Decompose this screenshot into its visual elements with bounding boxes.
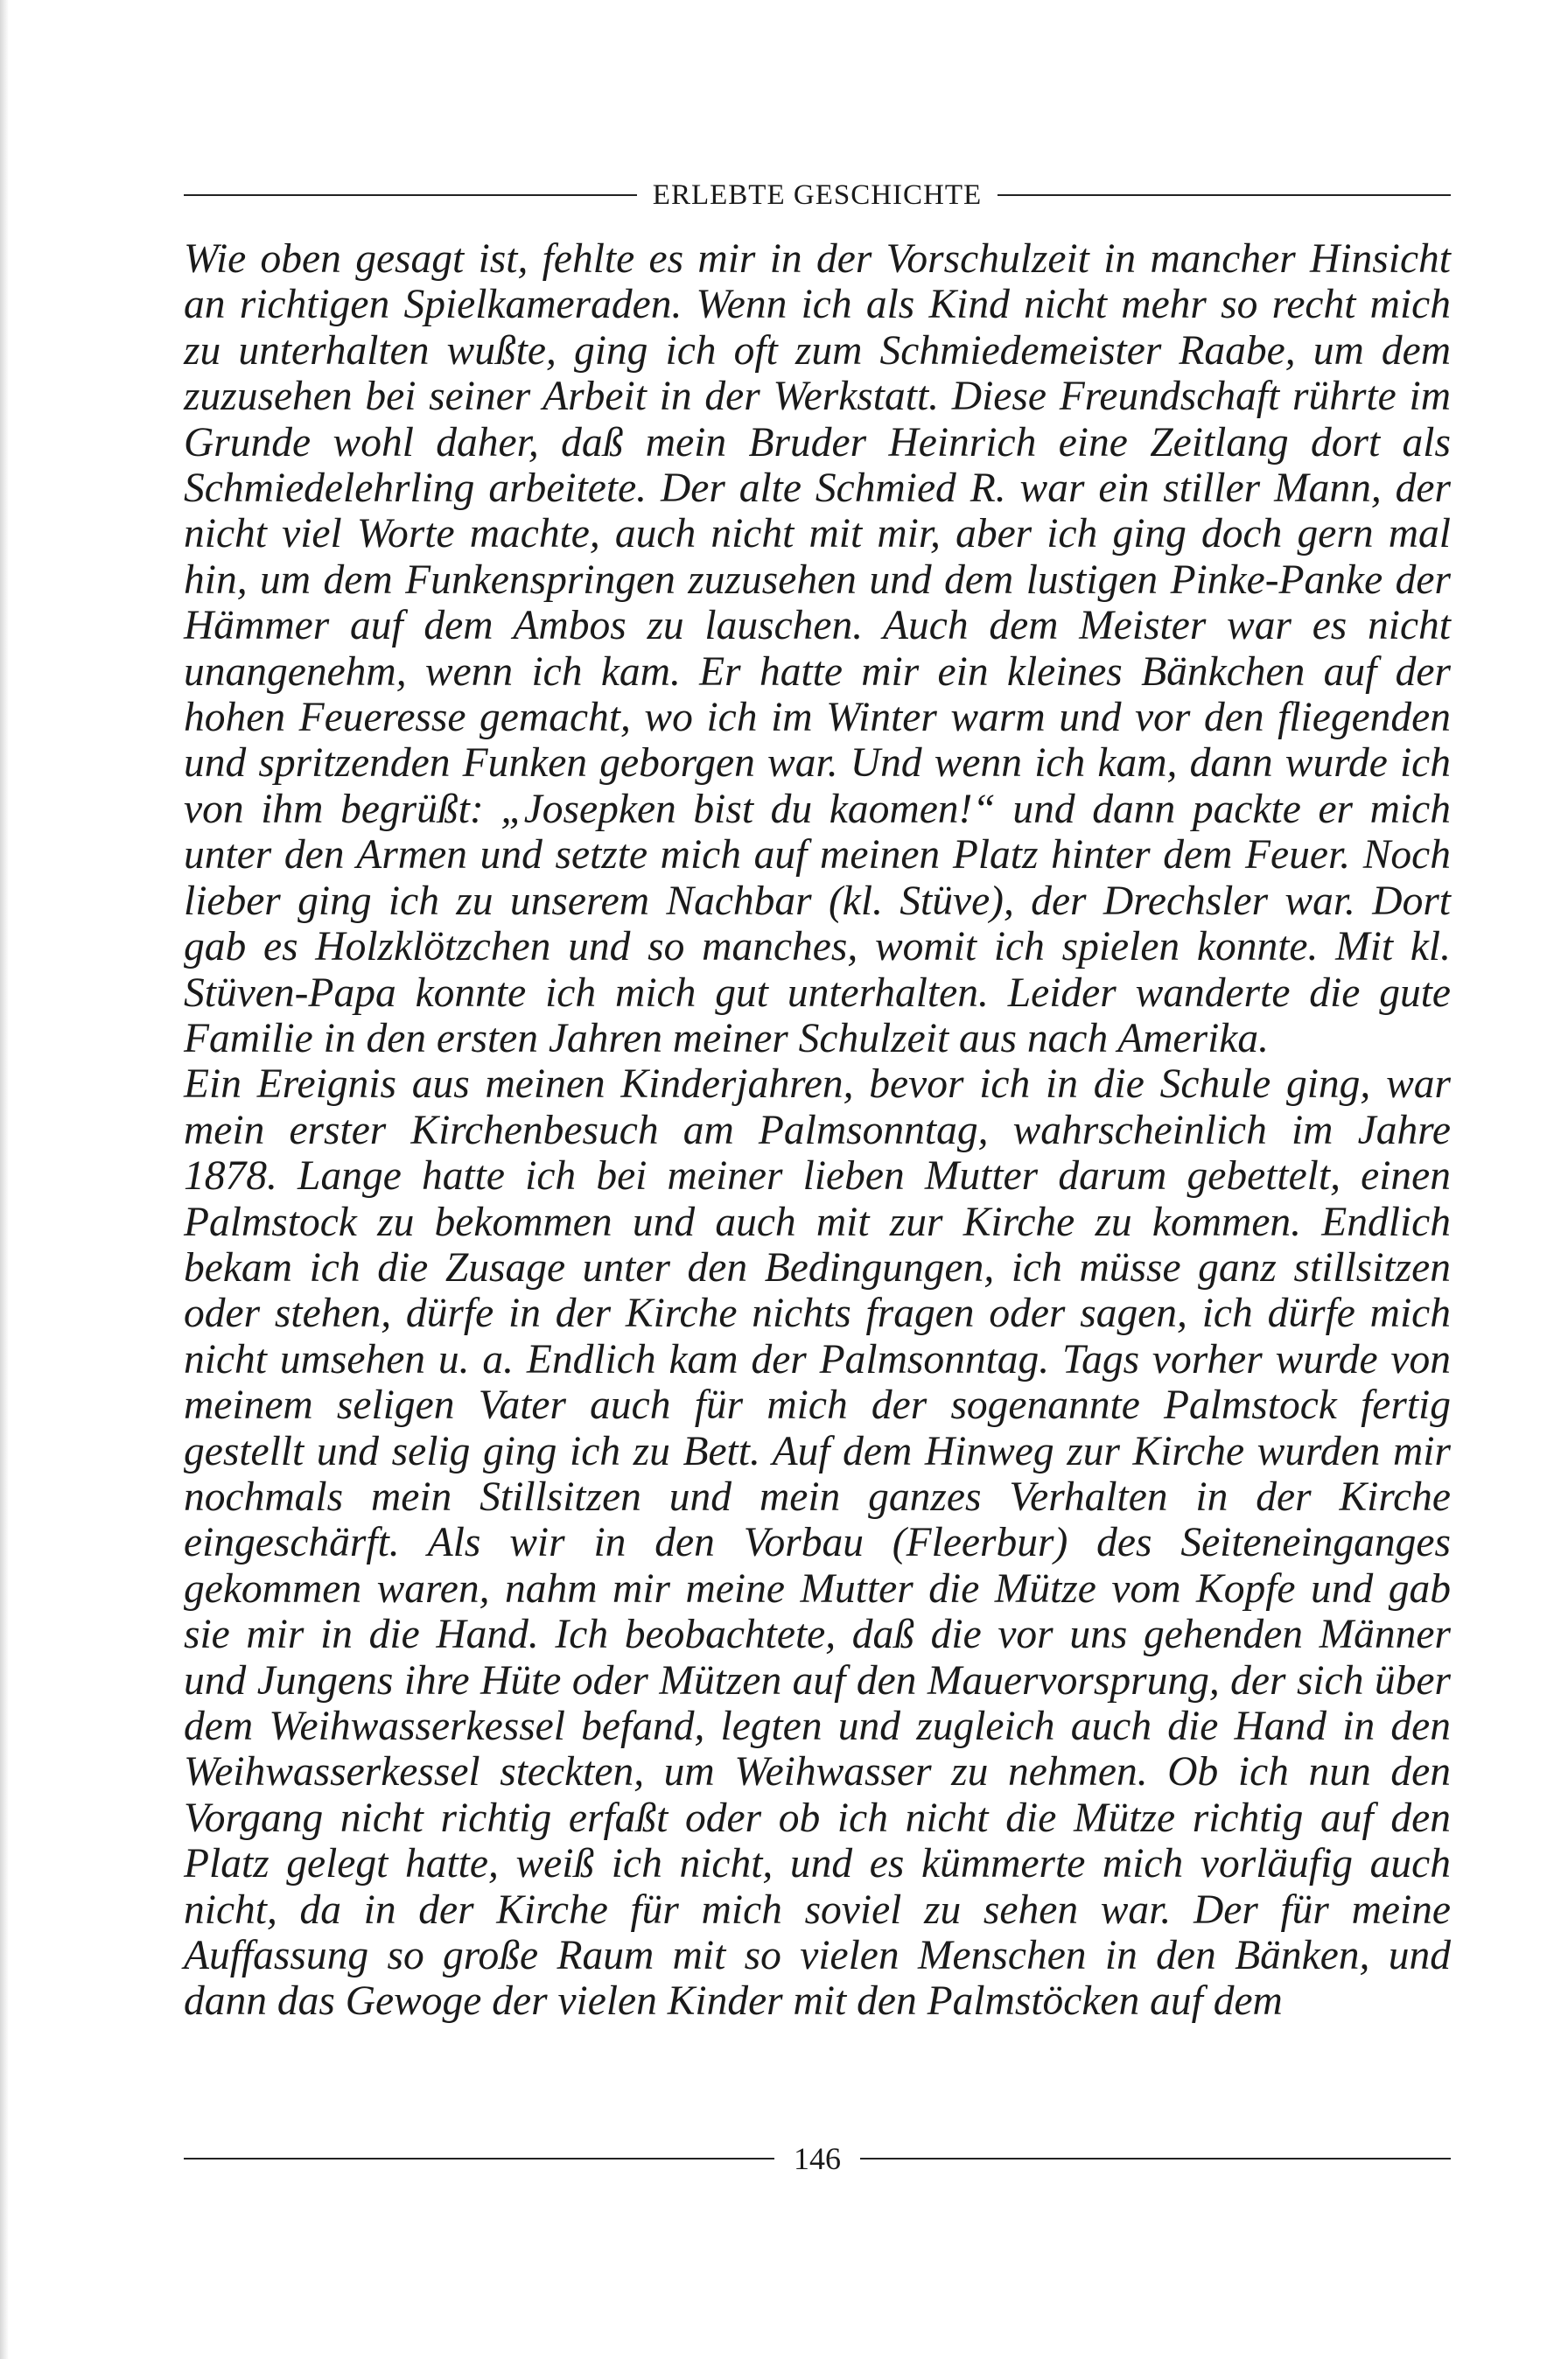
page-edge-shadow [0,0,9,2359]
footer-rule-left [184,2158,774,2160]
running-title: ERLEBTE GESCHICHTE [652,178,983,211]
page-number: 146 [794,2141,841,2176]
paragraph-2: Ein Ereignis aus meinen Kinderjahren, bevor ich in die Schule ging, war mein erster Kirchenbesuch am Palmsonntag, wahrscheinlich im Jahre 1878. Lange hatte ich bei meiner lieben Mutter darum gebettelt, einen Palmstock zu bekommen und auch mit zur Kirche zu kommen. Endlich bekam ich die Zusage unter den Bedingungen, ich müsse ganz stillsitzen oder stehen, dürfe in der Kirche nichts fragen oder sagen, ich dürfe mich nicht umsehen u. a. Endlich kam der Palmsonntag. Tags vorher wurde von meinem seligen Vater auch für mich der sogenannte Palmstock fertig gestellt und selig ging ich zu Bett. Auf dem Hinweg zur Kirche wurden mir nochmals mein Stillsitzen und mein ganzes Verhalten in der Kirche eingeschärft. Als wir in den Vorbau (Fleerbur) des Seiteneinganges gekommen waren, nahm mir meine Mutter die Mütze vom Kopfe und gab sie mir in die Hand. Ich beobachtete, daß die vor uns gehenden Männer und Jungens ihre Hüte oder Mützen auf den Mauervorsprung, der sich über dem Weihwasserkessel befand, legten und zugleich auch die Hand in den Weihwasserkessel steckten, um Weihwasser zu nehmen. Ob ich nun den Vorgang nicht richtig erfaßt oder ob ich nicht die Mütze richtig auf den Platz gelegt hatte, weiß ich nicht, und es kümmerte mich vorläufig auch nicht, da in der Kirche für mich soviel zu sehen war. Der für meine Auffassung so große Raum mit so vielen Menschen in den Bänken, und dann das Gewoge der vielen Kinder mit den Palmstöcken auf dem [184,1061,1451,2025]
paragraph-1: Wie oben gesagt ist, fehlte es mir in der Vorschulzeit in mancher Hinsicht an richtigen Spielkameraden. Wenn ich als Kind nicht mehr so recht mich zu unterhalten wußte, ging ich oft zum Schmiedemeister Raabe, um dem zuzusehen bei seiner Arbeit in der Werkstatt. Diese Freundschaft rührte im Grunde wohl daher, daß mein Bruder Heinrich eine Zeitlang dort als Schmiedelehrling arbeitete. Der alte Schmied R. war ein stiller Mann, der nicht viel Worte machte, auch nicht mit mir, aber ich ging doch gern mal hin, um dem Funkenspringen zuzusehen und dem lustigen Pinke-Panke der Hämmer auf dem Ambos zu lauschen. Auch dem Meister war es nicht unangenehm, wenn ich kam. Er hatte mir ein kleines Bänkchen auf der hohen Feueresse gemacht, wo ich im Winter warm und vor den fliegenden und spritzenden Funken geborgen war. Und wenn ich kam, dann wurde ich von ihm begrüßt: „Josepken bist du kaomen!“ und dann packte er mich unter den Armen und setzte mich auf meinen Platz hinter dem Feuer. Noch lieber ging ich zu unserem Nachbar (kl. Stüve), der Drechsler war. Dort gab es Holzklötzchen und so manches, womit ich spielen konnte. Mit kl. Stüven-Papa konnte ich mich gut unterhalten. Leider wanderte die gute Familie in den ersten Jahren meiner Schulzeit aus nach Amerika. [184,236,1451,1061]
header-rule-right [998,194,1451,196]
footer-rule-right [860,2158,1451,2160]
header-rule-left [184,194,637,196]
body-text [184,236,1451,2025]
running-header [184,172,1451,219]
page-footer [184,2135,1451,2182]
